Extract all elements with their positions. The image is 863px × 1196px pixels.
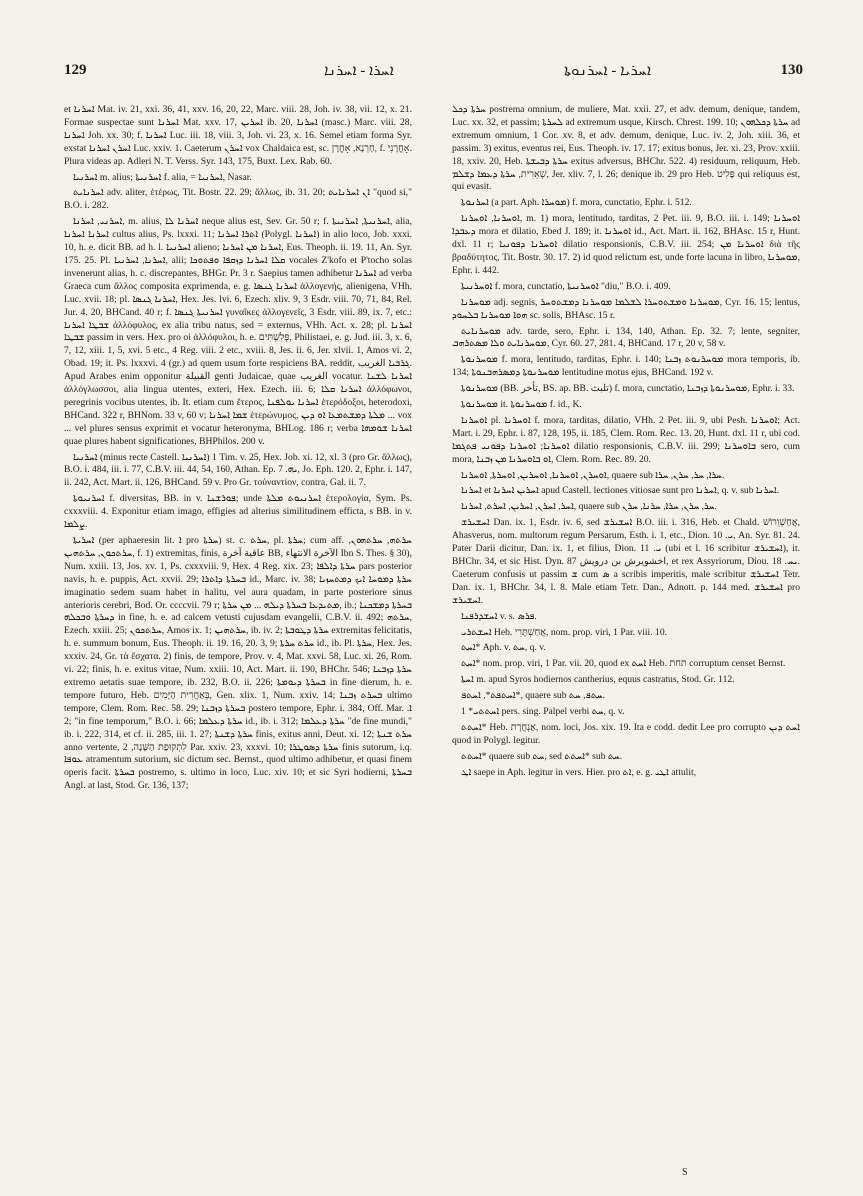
dictionary-entry: ܚܪܬܐ ܕܟܠ postrema omnium, de muliere, Mat. xxii. 27, et adv. demum, denique, tandem, Luc. xx. 32, et passim; ܠܚܪܬܐ ad extremum usque, Kirsch. Chrest. 199. 10; ܚܪܬܐ ܕܟܠܗܘܢ ad extremum omnium, 1 Cor. xv. 8, et adv. demum, denique, Luc. iv. 2, Joh. xiii. 36, et passim. 3) exitus, eventus rei, Eus. Theoph. iv. 17. 17; exitus bonus, Jer. xi. 23, Prov. xxiii. 18, xxiv. 20, Heb. ܚܪܬܐ ܕܒܝܫܬܐ exitus adversus, BHChr. 522. 4) residuum, reliquum, Heb. שְׁאֵרִית, ܚܪܬܐ ܕܥܡܐ ܕܫܠܡ, Jer. xliv. 7, l. 26; denique ib. 29 pro Heb. פָּלִיט qui reliquus est, qui evasit. (452, 104, 800, 193)
printer-signature: S (682, 1167, 688, 1178)
page-number-left: 129 (64, 62, 87, 78)
dictionary-entry: ܐܚܬܐ m. apud Syros hodiernos cantherius, equus castratus, Stod. Gr. 112. (461, 674, 735, 686)
running-head-right-word: ܐܚܪܝܐ - ܐܚܪܢܘܬܐ (564, 63, 652, 79)
dictionary-entry: ܐܚܪܢܐ et ܐܚܪܝܢ ܐܚܪܢܐ apud Castell. lectiones vitiosae sunt pro ܐܚܪܢܐ, q. v. sub ܐܚܪܢܐ. (461, 485, 780, 497)
dictionary-entry: ܐܚܬܬ* Heb. אַנְחֲרָת, nom. loci, Jos. xix. 19. Ita e codd. dedit Lee pro corrupto ܐܚܬ ܕܝܢ quod in Polygl. legitur. (452, 721, 800, 746)
dictionary-entry: ܐܘܚܪܢ, ܐܘܚܪܢܐ, ܐܘܚܪܝܢ, ܐܘܚܪܬܐ, ܐܘܚܪܢܐ, quaere sub ܚܪܐ, ܚܪ, ܚܪܢ, ܚܪܐ. (461, 469, 725, 481)
dictionary-entry: ܐܚܫܕܪܦܢܐ v. s. ܦܪܣ. (461, 610, 537, 622)
left-column (64, 104, 412, 1174)
dictionary-entry: ܐܚܬ* nom. prop. viri, 1 Par. vii. 20, quod ex ܐܚܬ Heb. תחת corruptum censet Bernst. (461, 658, 786, 670)
dictionary-entry: ܡܘܚܪܢܘܬܐ (BB. تأخر, BS. ap. BB. تلبث) f. mora, cunctatio, ܡܘܚܪܢܘܬܐ ܕܙܒܢܐ, Ephr. i. 33. (461, 383, 795, 395)
dictionary-entry: et ܐܚܪܢܐ Mat. iv. 21, xxi. 36, 41, xxv. 16, 20, 22, Marc. viii. 28, Joh. iv. 38, vii. 12, x. 21. Formae suspectae sunt ܐܚܪܢܐ Mat. xxv. 17, ܐܚܪܝܢ ib. 20, ܐܚܪܢܐ (masc.) Marc. viii. 28, ܐܚܪܢܐ Joh. xx. 30; f. ܐܚܪܢܐ Luc. iii. 18, viii. 3, Joh. vi. 23, x. 16. Semel etiam forma Syr. exstat ܐܚܪܢ ܐܚܪܢܐ Luc. xxiv. 1. Caeterum ܐܚܪܢ vox Chaldaica est, sc. חָרְנָא, אָחֳרָן, f. אָחֳרָנִי. Plura videas ap. Adleri N. T. Verss. Syr. 143, 175, Buxt. Lex. Rab. 60. (64, 104, 412, 167)
dictionary-entry: ܐܘܚܪܢܐ, ܐܘܚܪܢܐ, m. 1) mora, lentitudo, tarditas, 2 Pet. iii. 9, B.O. iii. i. 149; ܐܘܚܪܢܐ ܕܥܒܕܐ mora et dilatio, Ebed J. 189; it. ܐܘܚܪܢܐ id., Act. Mart. ii. 162, BHAsc. 15 r, Hunt. dxl. 11 r; ܐܘܚܪܢܐ ܕܦܘܢܝܐ dilatio responsionis, C.B.V. iii. 254; ܐܘܚܪܢܐ ܡܢ διὰ τῆς βραδύτητος, Tit. Bostr. 30. 17. 2) id quod relictum est, unde forte lacuna in libro, ܡܘܚܪܢܐ, Ephr. i. 442. (452, 213, 800, 276)
dictionary-entry: ܐܚܬ* Aph. v. ܚܬ, q. v. (461, 642, 546, 654)
running-head-left-word: ܐܚܪܐ - ܐܚܪܢܐ (324, 63, 394, 79)
dictionary-entry: ܐܚܫܬܪܝ Heb. אֲחַשְׁתָּרִי, nom. prop. viri, 1 Par. viii. 10. (461, 626, 668, 638)
dictionary-entry: ܡܘܚܪܢܐ adj. segnis, ܡܘܚܪܢܐ ܘܡܫܬܘܚܪܐ ܠܫܠܡܐ ܡܘܚܪܢܐ ܕܡܫܬܘܚܪ, Cyr. 16. 15; lentus, ܗܘܐ ܡܘܚܪܢܐ ܒܠܚܘܕ sc. solis, BHAsc. 15 r. (452, 296, 800, 321)
page-number-right: 130 (780, 62, 803, 78)
dictionary-entry: ܐܘܚܪܢܝܬܐ f. mora, cunctatio, ܐܘܚܪܢܝܬܐ "diu," B.O. i. 409. (461, 280, 671, 292)
dictionary-entry: ܐܘܚܪܢܐ pl. ܐܘܚܪܢܐ f. mora, tarditas, dilatio, VHh. 2 Pet. iii. 9, ubi Pesh. ܐܘܚܪܢܐ; Act. Mart. i. 29, Ephr. i. 87, 128, 195, ii. 185, Clem. Rom. Rec. 13. 20, Hunt. dxl. 11 r, ubi cod. ܐܘܚܪܢܐ; ܐܘܚܪܢܐ ܕܦܘܢܝ ܦܬܓܡܐ dilatio responsionis, C.B.V. iii. 299; ܒܐܘܚܪܢܐ sero, cum mora, ܐܘ ܒܐܘܚܪܢܐ ܡܢ ܙܒܢܐ, Clem. Rom. Rec. 89. 20. (452, 414, 800, 465)
dictionary-entry: ܐܚܪܝܬܐ (per aphaeresin lit. ܐ pro ܚܪܬܐ) st. c. ܚܪܬ, pl. ܚܪܬܐ; cum aff. ܚܪܬܗ, ܚܪܬܗܘܢ, ܚܪܬܟܘܢ, ܚܪܬܗܝܢ, f. 1) extremitas, finis, عاقبة آخرة BB, الآخرة الانتهاء Ibn S. Thes. § 30), Num. xxiii. 13, Jos. xv. 1, Ps. cxxxviii. 9, Hex. 4 Reg. xix. 23; ܚܪܬܐ ܕܐܠܦܐ pars posterior navis, h. e. puppis, Act. xxvii. 29; ܒܚܪܬܐ ܕܐܬܪܐ id., Marc. iv. 38; ܚܪܬܐ ܕܡܘܚܐ ܐܝܟ ܕܡܬܚܙܝܐ imaginatio sedem suam habet in halitu, vel aura quadam, in parte posteriore sinus anterioris cerebri, Bod. Or. ccccvii. 79 r; ܡܬܝܕܥܐ ܒܚܪܬܐ ܕܝܠܗ ... ܡܢ ܚܪܬܐ, ib.; ܒܚܪܬܐ ܕܡܫܟܢܐ ܕܚܪܬܐ ܘܒܟܠܗ in fine, h. e. ad calcem vetusti cujusdam evangelii, C.B.V. ii. 492; ܚܪܬܗ, Ezech. xxiii. 25; ܚܪܬܟܘܢ, Amos ix. 1; ܚܪܬܗܝܢ, ib. iv. 2; ܚܪܬܐ ܕܛܘܒܬܐ extremitas felicitatis, h. e. summum bonum, Eus. Theoph. ii. 19. 16, 20. 3, 9; ܚܪܬ ܚܪܬܐ id., ib. Pl. ܚܪܬܐ, Hex. Jes. xxxiv. 24, Gr. τὰ ἔσχατα. 2) finis, de tempore, Prov. v. 4, Mat. xxvi. 58, Luc. xi. 26, Rom. vi. 22; finis, h. e. exitus vitae, Num. xxiii. 10, Act. Mart. ii. 190, BHChr. 546; ܚܪܬܐ ܕܙܒܢܐ extremo aetatis suae tempore, ib. 232, B.O. ii. 226; ܒܚܪܬܐ ܕܝܘܡܬܐ in fine dierum, h. e. tempore futuro, Heb. בְּאַחֲרִית הַיָּמִים, Gen. xlix. 1, Num. xxiv. 14; ܒܚܪܬ ܙܒܢܐ ultimo tempore, Clem. Rom. Rec. 58. 29; ܒܚܪܬܐ ܕܙܒܢܐ postero tempore, Ephr. i. 384, Off. Mar. ܐ. 2; "in fine temporum," B.O. i. 66; ܚܪܬܐ ܕܥܠܡܐ id., ib. i. 312; ܚܪܬܐ ܕܥܠܡܐ "de fine mundi," ib. i. 222, 314, et cf. ii. 285, iii. 1. 27; ܚܪܬܐ ܕܫܢܬܐ finis, exitus anni, Deut. xi. 12; ܚܪܬ ܫܢܬܐ anno vertente, לִתְקוּפַת הַשָּׁנָה, 2 Par. xxiv. 23, xxxvi. 10; ܚܪܬܐ ܕܣܘܛܪܐ finis sutorum, i.q. ܥܘܦܐ atramentum sutorium, sic dictum sec. Bernst., quod ultimo adhibetur, et quasi finem operis facit. ܒܚܪܬܐ postremo, s. ultimo in loco, Luc. xiv. 10; et sic Syri hodierni, ܒܚܪܬܐ Angl. at last, Stod. Gr. 136, 137; (64, 535, 412, 792)
dictionary-entry: ܐܚܪܢܝ, ܐܚܪܢܐ, m. alius, ܐܚܪܢܐ ܠܐ neque alius est, Sev. Gr. 50 r; f. ܐܚܪܢܝܬܐ, ܐܚܪܢܝܬܐ, alia, ܐܚܪܢܐ ܐܚܪܢܐ cultus alius, Ps. lxxxi. 11; ܐܬܪܐ ܐܚܪܢܐ (Polygl. ܐܚܪܢܐ) in alio loco, Job. xxxi. 10, h. e. dicit BB. ad h. l. ܐܚܪܢܝܐ alieno; ܐܚܪܢܐ ܡܢ ܐܚܪܢܐ, Eus. Theoph. ii. 19. 11, An. Syr. 175. 25. Pl. ܐܚܪܢܐ, ܐܚܪܢܝܐ, alii; ܩܠܐ ܐܚܪܢܐ ܕܙܩܦܐ ܘܦܬܘܟܐ vocales Z'kofo et P'tocho solas invenerunt alias, h. c. discrepantes, BHGr. Pr. 3 r. Saepius tamen adhibetur ܐܚܪܢܐ ad verba Graeca cum ἄλλος composita exprimenda, e. g. ܐܚܪܢܐ ܓܢܣܐ ἀλλογενής, alienigena, VHh. Luc. xvii. 18; pl. ܐܚܪܢܐ ܓܢܣܐ, Hex. Jes. lvi. 6, Ezech. xliv. 9, 3 Esdr. viii. 70, 71, 84, Rel. Jur. 4. 20, BHCand. 40 r; f. ܐܚܪܢܝܬܐ ܓܢܣܐ γυναῖκες ἀλλογενεῖς, 3 Esdr. viii. 89, ix. 7, etc.: ܫܒܛܐ ܐܚܪܢܐ ἀλλόφυλος, ex alia tribu natus, sed = externus, VHh. Act. x. 28; pl. ܐܚܪܢܐ ܫܒܛܐ passim in vers. Hex. pro οἱ ἀλλόφυλοι, h. e. פְּלִשְׁתִּים, Philistaei, e. g. Jud. iii. 3, x. 6, 7, 12, xiii. 1, 5, xvi. 5 etc., 4 Reg. viii. 2 etc., xviii. 8, Jes. ii. 6, Jer. xlvii. 1, Amos vi. 2, Obad. 19; it. Ps. lxxxvi. 4 (gr.) ad quem usum forte respiciens BA. reddit, ܓܪܒܝܐ الغريب. Apud Arabes enim opponitur القبيلة genti Judaicae, quae الغريب vocatur. ܐܚܪܢܐ ܠܫܢܐ ἀλλόγλωσσοι, alia lingua utentes, exteri, Hex. Ezech. iii. 6; ܐܚܪܢܐ ܩܠܐ ἀλλόφωνοι, peregrinis vocibus utentes, ib. It. etiam cum ἕτερος, ܐܚܪܢܐ ܝܘܠܦܢܐ ἑτερόδοξοι, heterodoxi, BHCand. 322 r, BHNom. 33 v, 60 v; ܫܡܐ ܐܚܪܢܐ ἑτερώνυμος, ܡܠܬܐ ܕܡܫܬܡܥܐ ܐܘ ܕܝܢ ... vox ... vel plures sensus exprimit et vocatur heteronyma, BHLog. 186 r; verba ܐܚܪܢܐ ܫܘܡܗܐ quae plures habent significationes, BHPhilos. 200 v. (64, 216, 412, 447)
dictionary-entry: ܐܚܪܢܝܐ (minus recte Castell. ܐܚܪܢܝܐ) 1 Tim. v. 25, Hex. Job. xi. 12, xl. 3 (pro Gr. ἄλλως), B.O. i. 484, iii. i. 77, C.B.V. iii. 44, 54, 160, Athan. Ep. ܝܗ. 7, Jo. Eph. 120. 2, Ephr. i. 147, ii. 242, Act. Mart. ii. 126, BHCand. 59 v. Pro Gr. τοὐναντίον, contra, Gal. ii. 7. (64, 451, 412, 489)
dictionary-entry: ܐܚܪܢܝܐ m. alius; ܐܚܪܢܝܬܐ f. alia, = ܐܚܪܢܝܐ, Nasar. (73, 171, 252, 183)
dictionary-entry: ܐܚܬܬ* quaere sub ܚܬ, sed ܐܚܬܬ* sub ܚܬ. (461, 750, 623, 762)
dictionary-entry: ܡܘܚܪܢܐܝܬ adv. tarde, sero, Ephr. i. 134, 140, Athan. Ep. 32. 7; lente, segniter, ܡܘܚܪܢܐܝܬ ܘܠܐ ܡܣܬܪܗܒ, Cyr. 60. 27, 281. 4, BHCand. 17 r, 20 v, 58 v. (452, 325, 800, 350)
dictionary-entry: ܐܚܪܢܐܝܬ adv. aliter, ἑτέρως, Tit. Bostr. 22. 29; ἄλλως, ib. 31. 20; ܐܢ ܐܚܪܢܐܝܬ "quod si," B.O. i. 282. (64, 187, 412, 212)
running-head (64, 62, 803, 86)
dictionary-entry: ܐܚܬܬܝ* 1 pers. sing. Palpel verbi ܚܬ, q. v. (461, 706, 625, 718)
dictionary-entry: ܐܚܪ, ܐܚܪܢ, ܐܚܪܝܢ, ܐܚܪܬ, ܐܚܪܢܐ, quaere sub ܚܪ, ܚܪܢ, ܚܪܐ, ܚܪܢܐ, ܚܪܢ. (461, 501, 717, 513)
dictionary-entry: ܐܚܬܦܬ*, ܐܚܬܦ*, quaere sub ܚܬܦ, ܚܬ. (461, 690, 606, 702)
dictionary-entry: ܐܚܪܢܘܬܐ (a part. Aph. ܡܘܚܪܐ) f. mora, cunctatio, Ephr. i. 512. (461, 197, 692, 209)
dictionary-entry: ܡܘܚܪܢܘܬܐ it. ܡܘܚܪܢܘܬܐ f. id., K. (461, 399, 582, 411)
dictionary-entry: ܐܚܪܢܝܘܬܐ f. diversitas, BB. in v. ܦܘܪܫܢܐ; unde ܐܚܪܢܝܘܬ ܡܠܬܐ ἑτερολογία, Sym. Ps. cxxxviii. 4. Exponitur etiam imago, effigies ad alterius similitudinem efficta, s BB. in v. ܨܠܡܐ. (64, 493, 412, 531)
dictionary-entry: ܡܘܚܪܢܘܬܐ f. mora, lentitudo, tarditas, Ephr. i. 140; ܡܘܚܪܢܘܬ ܙܒܢܐ mora temporis, ib. 134; ܡܘܚܪܢܘܬܐ ܕܡܣܪܗܒܢܘܬܐ lentitudine motus ejus, BHCand. 192 v. (452, 354, 800, 379)
dictionary-entry: ܐܚܫܝܪܫ Dan. ix. 1, Esdr. iv. 6, sed ܐܚܫܝܪܫ B.O. iii. i. 316, Heb. et Chald. אֲחַשְׁוֵרוֹשׁ, Ahasverus, nom. multorum regum Persarum, Esth. i. 1, etc., Dion. ܝ. 10, An. Syr. 81. 24. Pater Darii dicitur, Dan. ix. 1, et filius, Dion. ܝ. 11 (ubi et l. 16 scribitur ܐܚܫܝܪܫ), it. BHChr. 34, et sic Hist. Dyn. 87 اخشويرش بن درويش, et rex Assyriorum, Diou. ܝܚ. 18. Caeterum confusis ut passim ܫ cum ܣ a scribis imperitis, male scribitur ܐܚܫܝܪܫ Tetr. Dan. ix. 1, BHChr. 34, l. 8. Male etiam Tetr. Dan., Adnott. p. 144 med. ܐܚܫܝܪܫ pro ܐܚܫܝܪܫ. (452, 517, 800, 606)
dictionary-entry: ܐܛ saepe in Aph. legitur in vers. Hier. pro ܐܬ, e. g. ܐܛܝ attulit, (461, 766, 697, 778)
right-column (452, 104, 800, 1174)
